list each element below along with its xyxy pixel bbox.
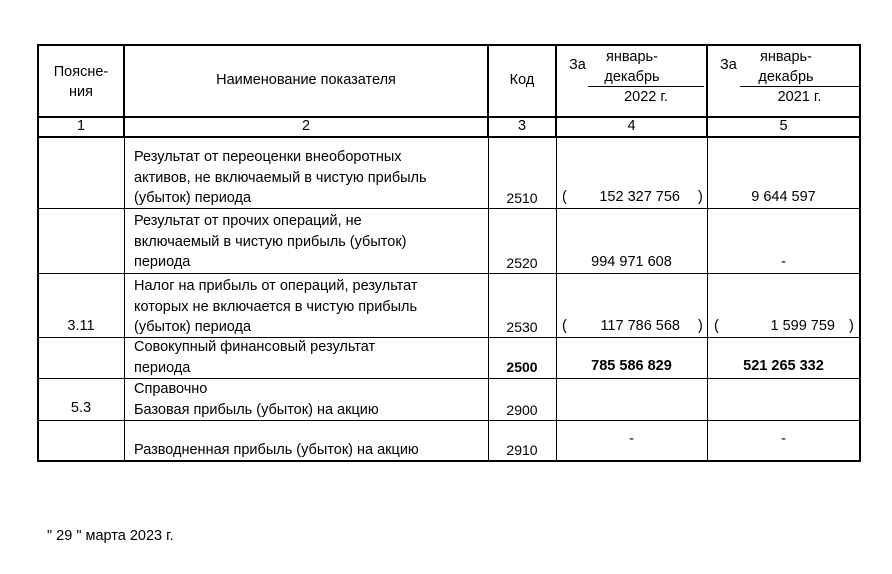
row-2910-name: [134, 440, 484, 461]
row-2500-name: [134, 337, 484, 378]
row-2510-name-line1: Результат от переоценки внеоборотных: [134, 149, 402, 165]
row-2510-2022-close-paren: ): [698, 189, 703, 205]
row-2530-2021-value: 1 599 759: [770, 318, 835, 334]
header-2022-period: [586, 47, 678, 87]
header-notes-line2: ния: [69, 84, 93, 100]
header-2022-period-line1: январь-: [606, 49, 658, 65]
header-notes-line1: Поясне-: [53, 64, 109, 80]
row-2900-note: 5.3: [70, 400, 92, 416]
row-2530-2022-value: 117 786 568: [600, 318, 680, 334]
row-line-5: [39, 420, 859, 421]
numbers-separator: [37, 136, 861, 138]
row-2530-2022-open-paren: (: [562, 318, 567, 334]
row-2510-name: [134, 147, 484, 209]
header-2021-period-line1: январь-: [760, 49, 812, 65]
header-code: Код: [509, 72, 535, 88]
row-2900-name: [134, 379, 484, 420]
row-2530-2022-close-paren: ): [698, 318, 703, 334]
header-2021-period-line2: декабрь: [758, 69, 814, 85]
row-2910-2022-value: -: [629, 431, 634, 447]
header-notes: [39, 62, 123, 102]
row-2910-2021-value: -: [781, 431, 786, 447]
row-2530-name-line3: (убыток) периода: [134, 319, 252, 335]
row-2520-name-line3: периода: [134, 254, 191, 270]
row-2520-2022-value: 994 971 608: [591, 254, 672, 270]
row-2530-name-line2: которых не включается в чистую прибыль: [134, 298, 418, 315]
column-number-3: 3: [517, 118, 527, 134]
row-2910-name-line1: Разводненная прибыль (убыток) на акцию: [134, 442, 419, 458]
body-vline-4: [707, 138, 708, 460]
row-2910-code: 2910: [506, 442, 538, 458]
row-2510-code: 2510: [506, 190, 538, 206]
row-2900-name-line1: Справочно: [134, 381, 208, 397]
row-2520-code: 2520: [506, 255, 538, 271]
header-2022-za: За: [569, 57, 586, 73]
row-2530-code: 2530: [506, 319, 538, 335]
row-2530-note: 3.11: [67, 318, 95, 334]
row-2900-name-line2: Базовая прибыль (убыток) на акцию: [134, 401, 379, 418]
row-2530-2021-close-paren: ): [849, 318, 854, 334]
row-2510-2021-value: 9 644 597: [751, 189, 816, 205]
column-number-1: 1: [76, 118, 86, 134]
header-2021-za: За: [720, 57, 737, 73]
column-number-5: 5: [779, 118, 788, 134]
row-2500-code: 2500: [506, 359, 538, 375]
row-2520-2021-value: -: [781, 254, 786, 270]
header-2021-period: [738, 47, 834, 87]
row-2510-2022-value: 152 327 756: [599, 189, 680, 205]
row-2520-name-line2: включаемый в чистую прибыль (убыток): [134, 233, 407, 250]
table-border-right: [859, 44, 861, 462]
row-2510-name-line2: активов, не включаемый в чистую прибыль: [134, 169, 427, 186]
table-border-top: [37, 44, 861, 46]
header-indicator-name: Наименование показателя: [216, 72, 396, 88]
row-2900-code: 2900: [506, 402, 538, 418]
body-vline-1: [124, 138, 125, 460]
body-vline-3: [556, 138, 557, 460]
row-2530-name: [134, 276, 484, 338]
header-2022-period-line2: декабрь: [604, 69, 660, 85]
row-2500-2022-value: 785 586 829: [591, 358, 672, 374]
header-2021-year: 2021 г.: [777, 89, 822, 105]
row-2520-name-line1: Результат от прочих операций, не: [134, 213, 362, 229]
row-2500-2021-value: 521 265 332: [743, 358, 824, 374]
column-number-4: 4: [627, 118, 636, 134]
row-line-2: [39, 273, 859, 274]
row-2530-2021-open-paren: (: [714, 318, 719, 334]
row-2530-name-line1: Налог на прибыль от операций, результат: [134, 278, 418, 294]
row-2520-name: [134, 211, 484, 273]
header-2022-year: 2022 г.: [624, 89, 668, 105]
row-2510-2022-open-paren: (: [562, 189, 567, 205]
row-2510-name-line3: (убыток) периода: [134, 190, 252, 206]
row-2500-name-line1: Совокупный финансовый результат: [134, 339, 376, 355]
report-date: " 29 " марта 2023 г.: [47, 528, 174, 544]
row-2500-name-line2: периода: [134, 359, 191, 376]
column-number-2: 2: [301, 118, 311, 134]
